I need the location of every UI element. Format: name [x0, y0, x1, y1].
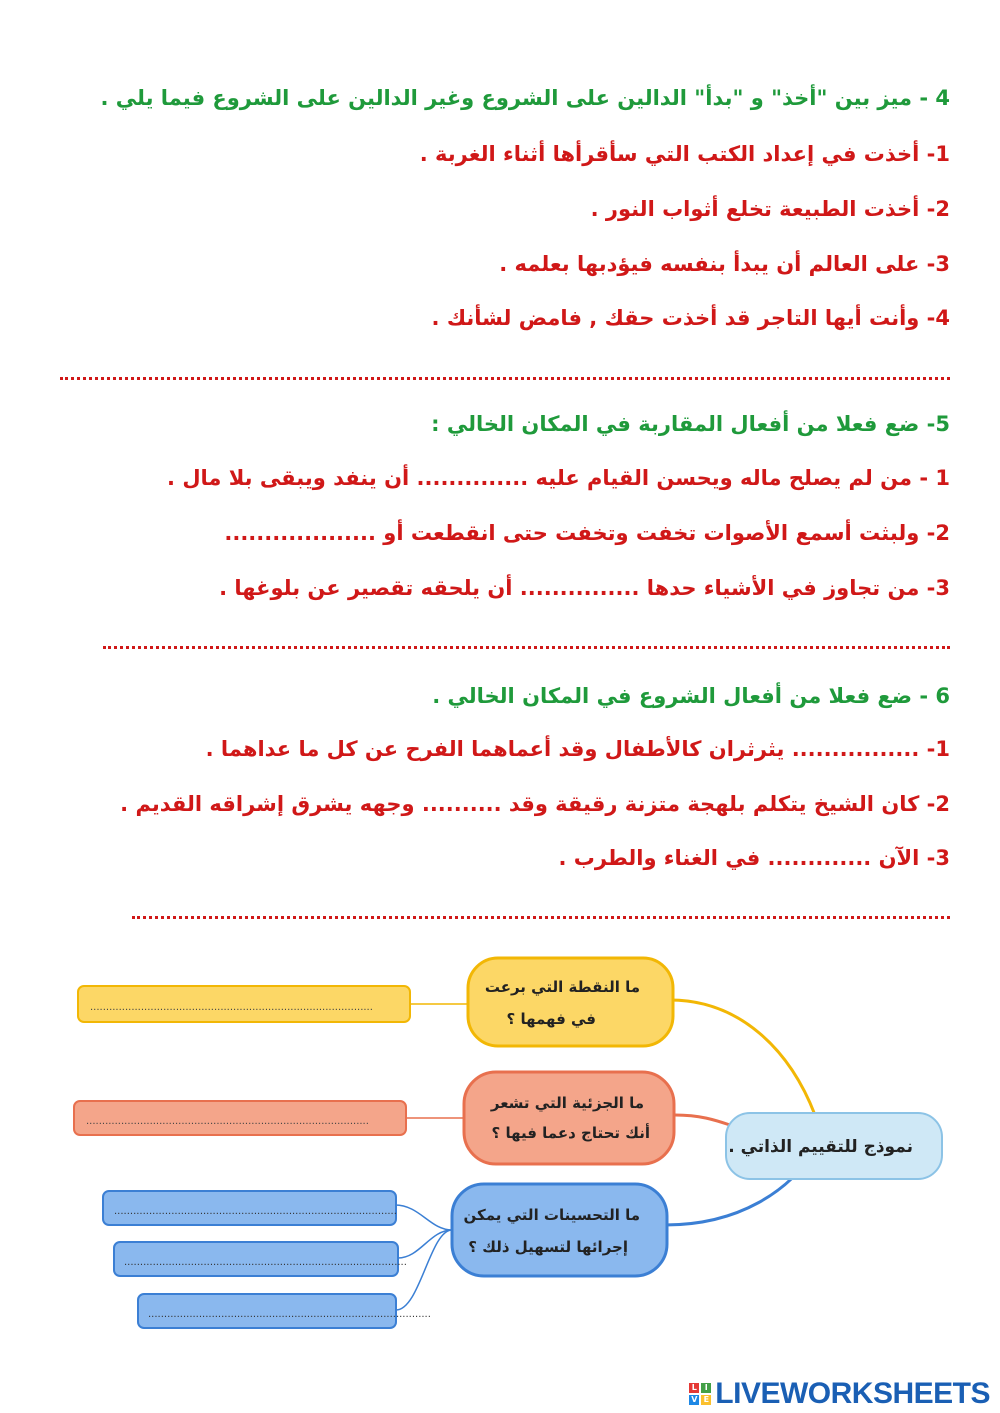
section-4-item-2: 2- أخذت الطبيعة تخلع أثواب النور .	[590, 197, 950, 221]
answer-box-dots: .........................................................................................	[148, 1309, 431, 1320]
answer-box-dots: .........................................................................................	[90, 1002, 373, 1013]
node-improvements-line-2: إجرائها لتسهيل ذلك ؟	[468, 1238, 628, 1256]
answer-dotted-line	[60, 377, 950, 380]
self-assessment-mindmap	[0, 940, 1000, 1340]
section-4-item-4: 4- وأنت أيها التاجر قد أخذت حقك , فامض لشأنك .	[431, 306, 950, 330]
logo-letter: L	[689, 1383, 699, 1393]
section-6-item-3: 3- الآن ............. في الغناء والطرب .	[558, 846, 950, 870]
node-improvements-line-1: ما التحسينات التي يمكن	[463, 1206, 640, 1224]
connector-blue-answer-3	[396, 1230, 452, 1310]
section-4-heading: 4 - ميز بين "أخذ" و "بدأ" الدالين على الشروع وغير الدالين على الشروع فيما يلي .	[100, 86, 950, 110]
node-strength-line-1: ما النقطة التي برعت	[484, 978, 640, 996]
liveworksheets-logo[interactable]	[689, 1377, 990, 1411]
logo-letter: E	[701, 1395, 711, 1405]
answer-dotted-line	[103, 646, 950, 649]
section-4-item-3: 3- على العالم أن يبدأ بنفسه فيؤدبها بعلمه .	[499, 252, 950, 276]
connector-blue-answer-1	[395, 1205, 452, 1230]
node-need-support	[464, 1072, 674, 1164]
logo-mark-icon	[689, 1383, 711, 1405]
connector-salmon	[675, 1115, 730, 1125]
section-6-item-1: 1- ................ يثرثران كالأطفال وقد أعماهما الفرح عن كل ما عداهما .	[205, 737, 950, 761]
center-node-label: نموذج للتقييم الذاتي .	[728, 1137, 913, 1157]
section-5-heading: 5- ضع فعلا من أفعال المقاربة في المكان الخالي :	[431, 412, 950, 436]
answer-box-dots: .........................................................................................	[86, 1116, 369, 1127]
answer-box-dots: .........................................................................................	[114, 1206, 397, 1217]
logo-text: LIVEWORKSHEETS	[715, 1377, 990, 1410]
section-6-heading: 6 - ضع فعلا من أفعال الشروع في المكان الخالي .	[432, 684, 950, 708]
node-strength-line-2: في فهمها ؟	[506, 1010, 596, 1028]
section-4-item-1: 1- أخذت في إعداد الكتب التي سأقرأها أثناء الغربة .	[419, 142, 950, 166]
section-5-item-2: 2- ولبثت أسمع الأصوات تخفت وتخفت حتى انقطعت أو ...................	[224, 521, 950, 545]
node-need-support-line-1: ما الجزئية التي تشعر	[490, 1094, 644, 1112]
answer-dotted-line	[132, 916, 950, 919]
section-6-item-2: 2- كان الشيخ يتكلم بلهجة متزنة رقيقة وقد .......... وجهه يشرق إشراقه القديم .	[120, 792, 950, 816]
logo-letter: I	[701, 1383, 711, 1393]
answer-box-dots: .........................................................................................	[124, 1257, 407, 1268]
node-improvements	[452, 1184, 667, 1276]
section-5-item-1: 1 - من لم يصلح ماله ويحسن القيام عليه .............. أن ينفد ويبقى بلا مال .	[167, 466, 950, 490]
logo-letter: V	[691, 1395, 698, 1404]
connector-yellow	[670, 1000, 815, 1115]
node-strength	[468, 958, 673, 1046]
node-need-support-line-2: أنك تحتاج دعما فيها ؟	[491, 1124, 650, 1142]
section-5-item-3: 3- من تجاوز في الأشياء حدها ............... أن يلحقه تقصير عن بلوغها .	[219, 576, 950, 600]
